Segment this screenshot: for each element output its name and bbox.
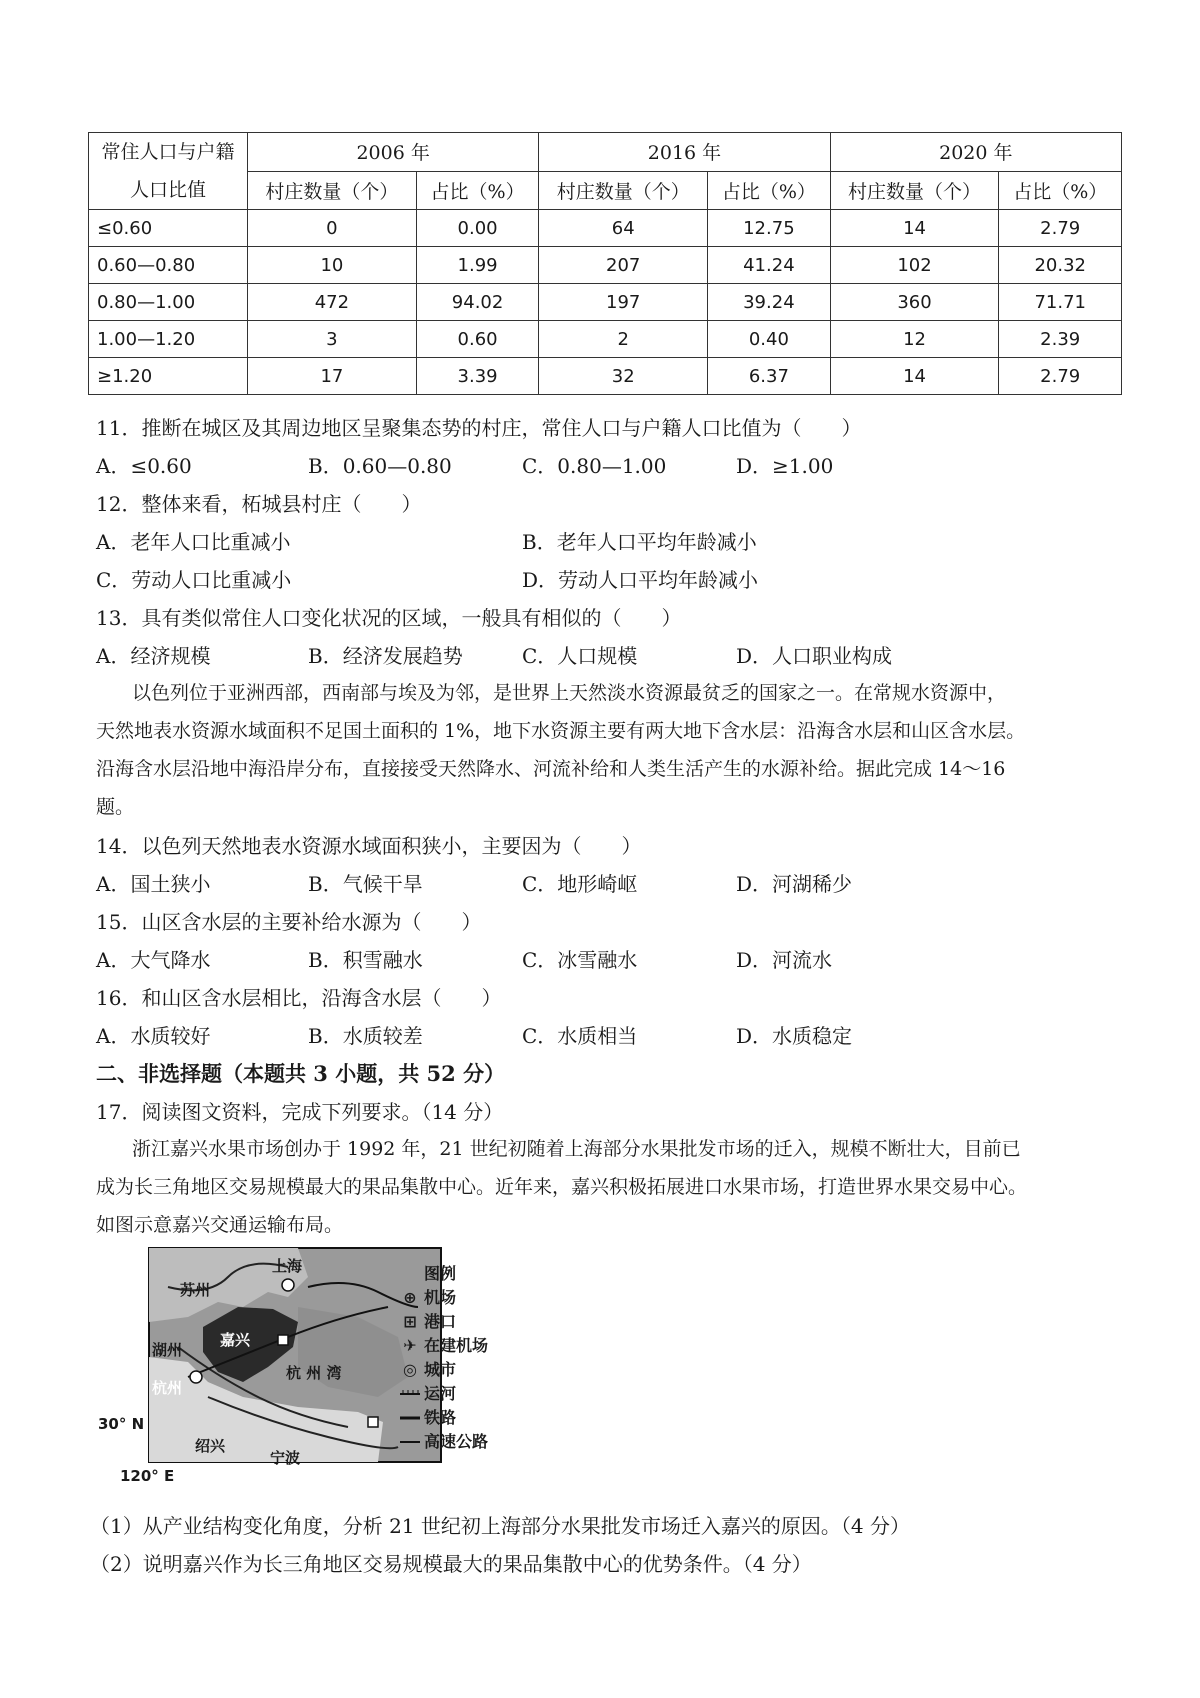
row-label: 1.00—1.20 [89,321,248,358]
table-cell: 0.60 [416,321,539,358]
airport-icon [190,1371,202,1383]
table-corner-header [89,133,248,210]
map-city-label: 苏州 [180,1281,211,1299]
q15-option-b: B．积雪融水 [308,948,423,972]
table-cell: 472 [248,284,417,321]
q16-option-c: C．水质相当 [522,1024,638,1048]
legend-item [400,1406,488,1430]
table-cell: 20.32 [999,247,1122,284]
passage-line: 以色列位于亚洲西部，西南部与埃及为邻，是世界上天然淡水资源最贫乏的国家之一。在常规水资源中， [132,682,1007,704]
q12-option-d: D．劳动人口平均年龄减小 [522,568,759,592]
map-city-label: 嘉兴 [220,1331,251,1349]
sub-header-count: 村庄数量（个） [248,171,417,210]
row-label: 0.60—0.80 [89,247,248,284]
q11-option-d: D．≥1.00 [736,454,834,478]
table-cell: 32 [539,358,708,395]
legend-item [400,1358,488,1382]
table-cell: 360 [830,284,999,321]
q14-option-a: A．国土狭小 [96,872,211,896]
table-cell: 102 [830,247,999,284]
canal-icon [400,1382,420,1406]
row-label: ≤0.60 [89,210,248,247]
legend-title: 图例 [424,1264,457,1283]
passage-line: 成为长三角地区交易规模最大的果品集散中心。近年来，嘉兴积极拓展进口水果市场，打造世界水果交易中心。 [96,1176,1028,1198]
table-row [89,247,1122,284]
table-row [89,321,1122,358]
passage-line: 浙江嘉兴水果市场创办于 1992 年，21 世纪初随着上海部分水果批发市场的迁入，规模不断壮大，目前已 [132,1138,1021,1160]
corner-line-2: 人口比值 [129,179,206,201]
sub-header-share: 占比（%） [999,171,1122,210]
table-cell: 2.39 [999,321,1122,358]
port-icon [368,1417,378,1427]
year-header-2006: 2006 年 [248,133,539,172]
table-cell: 197 [539,284,708,321]
legend-label: 铁路 [424,1408,457,1427]
table-cell: 12.75 [708,210,831,247]
table-cell: 2.79 [999,210,1122,247]
sub-header-share: 占比（%） [708,171,831,210]
table-cell: 6.37 [708,358,831,395]
sub-header-share: 占比（%） [416,171,539,210]
q14-option-b: B．气候干旱 [308,872,423,896]
map-legend [400,1262,488,1454]
q12-option-b: B．老年人口平均年龄减小 [522,530,757,554]
q17-stem: 17．阅读图文资料，完成下列要求。（14 分） [96,1100,504,1124]
airport-icon: ⊕ [403,1288,417,1307]
map-city-label: 湖州 [152,1341,183,1359]
table-cell: 3 [248,321,417,358]
village-population-table [88,132,1122,395]
legend-label: 机场 [424,1288,457,1307]
table-cell: 1.99 [416,247,539,284]
table-cell: 2 [539,321,708,358]
row-label: 0.80—1.00 [89,284,248,321]
table-cell: 12 [830,321,999,358]
map-city-label: 宁波 [270,1449,301,1467]
airport-construction-icon: ✈ [403,1336,417,1355]
q13-option-b: B．经济发展趋势 [308,644,463,668]
legend-label: 高速公路 [424,1432,489,1451]
q15-option-d: D．河流水 [736,948,833,972]
legend-item [400,1286,488,1310]
sub-header-count: 村庄数量（个） [539,171,708,210]
q14-stem: 14．以色列天然地表水资源水域面积狭小，主要因为（ ） [96,834,642,858]
table-cell: 94.02 [416,284,539,321]
table-cell: 3.39 [416,358,539,395]
q11-option-b: B．0.60—0.80 [308,454,452,478]
q12-stem: 12．整体来看，柘城县村庄（ ） [96,492,422,516]
legend-label: 港口 [424,1312,457,1331]
legend-label: 运河 [424,1384,457,1403]
passage-line: 天然地表水资源水域面积不足国土面积的 1%，地下水资源主要有两大地下含水层：沿海含水层和山区含水层。 [96,720,1026,742]
q14-option-c: C．地形崎岖 [522,872,638,896]
table-cell: 64 [539,210,708,247]
map-city-label: 杭州 [152,1379,183,1397]
latitude-label: 30° N [98,1415,145,1433]
table-cell: 2.79 [999,358,1122,395]
year-header-2016: 2016 年 [539,133,830,172]
port-icon: ⊞ [403,1312,417,1331]
q11-option-a: A．≤0.60 [96,454,192,478]
map-bay-label: 杭 州 湾 [286,1364,342,1382]
table-cell: 17 [248,358,417,395]
q11-option-c: C．0.80—1.00 [522,454,667,478]
legend-item [400,1334,488,1358]
israel-passage [96,674,1126,826]
table-cell: 0.40 [708,321,831,358]
q13-option-d: D．人口职业构成 [736,644,893,668]
passage-line: 题。 [96,796,135,818]
city-icon: ◎ [403,1360,417,1379]
table-cell: 0.00 [416,210,539,247]
row-label: ≥1.20 [89,358,248,395]
table-cell: 41.24 [708,247,831,284]
q13-option-c: C．人口规模 [522,644,638,668]
year-header-2020: 2020 年 [830,133,1121,172]
passage-line: 沿海含水层沿地中海沿岸分布，直接接受天然降水、河流补给和人类生活产生的水源补给。据此完成 14～16 [96,758,1006,780]
q13-stem: 13．具有类似常住人口变化状况的区域，一般具有相似的（ ） [96,606,682,630]
q16-stem: 16．和山区含水层相比，沿海含水层（ ） [96,986,502,1010]
q17-passage [96,1130,1126,1244]
table-cell: 10 [248,247,417,284]
q15-stem: 15．山区含水层的主要补给水源为（ ） [96,910,482,934]
q11-stem: 11．推断在城区及其周边地区呈聚集态势的村庄，常住人口与户籍人口比值为（ ） [96,416,862,440]
q13-option-a: A．经济规模 [96,644,211,668]
q17-sub2: （2）说明嘉兴作为长三角地区交易规模最大的果品集散中心的优势条件。（4 分） [90,1552,812,1576]
legend-label: 城市 [424,1360,457,1379]
table-cell: 14 [830,210,999,247]
table-row [89,210,1122,247]
table-cell: 39.24 [708,284,831,321]
legend-item [400,1382,488,1406]
legend-item [400,1310,488,1334]
longitude-label: 120° E [120,1467,175,1485]
table-cell: 0 [248,210,417,247]
table-cell: 207 [539,247,708,284]
railway-icon [400,1406,420,1430]
q16-option-d: D．水质稳定 [736,1024,853,1048]
table-row [89,284,1122,321]
q14-option-d: D．河湖稀少 [736,872,853,896]
q15-option-c: C．冰雪融水 [522,948,638,972]
passage-line: 如图示意嘉兴交通运输布局。 [96,1214,344,1236]
q17-sub1: （1）从产业结构变化角度，分析 21 世纪初上海部分水果批发市场迁入嘉兴的原因。（4 分） [90,1514,910,1538]
legend-item [400,1430,488,1454]
legend-label: 在建机场 [424,1336,489,1355]
map-city-label: 绍兴 [195,1437,226,1455]
sub-header-count: 村庄数量（个） [830,171,999,210]
port-icon [278,1335,288,1345]
q16-option-b: B．水质较差 [308,1024,423,1048]
highway-icon [400,1430,420,1454]
table-cell: 14 [830,358,999,395]
q16-option-a: A．水质较好 [96,1024,211,1048]
q15-option-a: A．大气降水 [96,948,211,972]
airport-icon [282,1279,294,1291]
map-city-label: 上海 [272,1257,303,1275]
table-row [89,358,1122,395]
q12-option-c: C．劳动人口比重减小 [96,568,292,592]
table-cell: 71.71 [999,284,1122,321]
corner-line-1: 常住人口与户籍 [101,141,235,163]
q12-option-a: A．老年人口比重减小 [96,530,291,554]
section-title: 二、非选择题（本题共 3 小题，共 52 分） [96,1061,506,1086]
